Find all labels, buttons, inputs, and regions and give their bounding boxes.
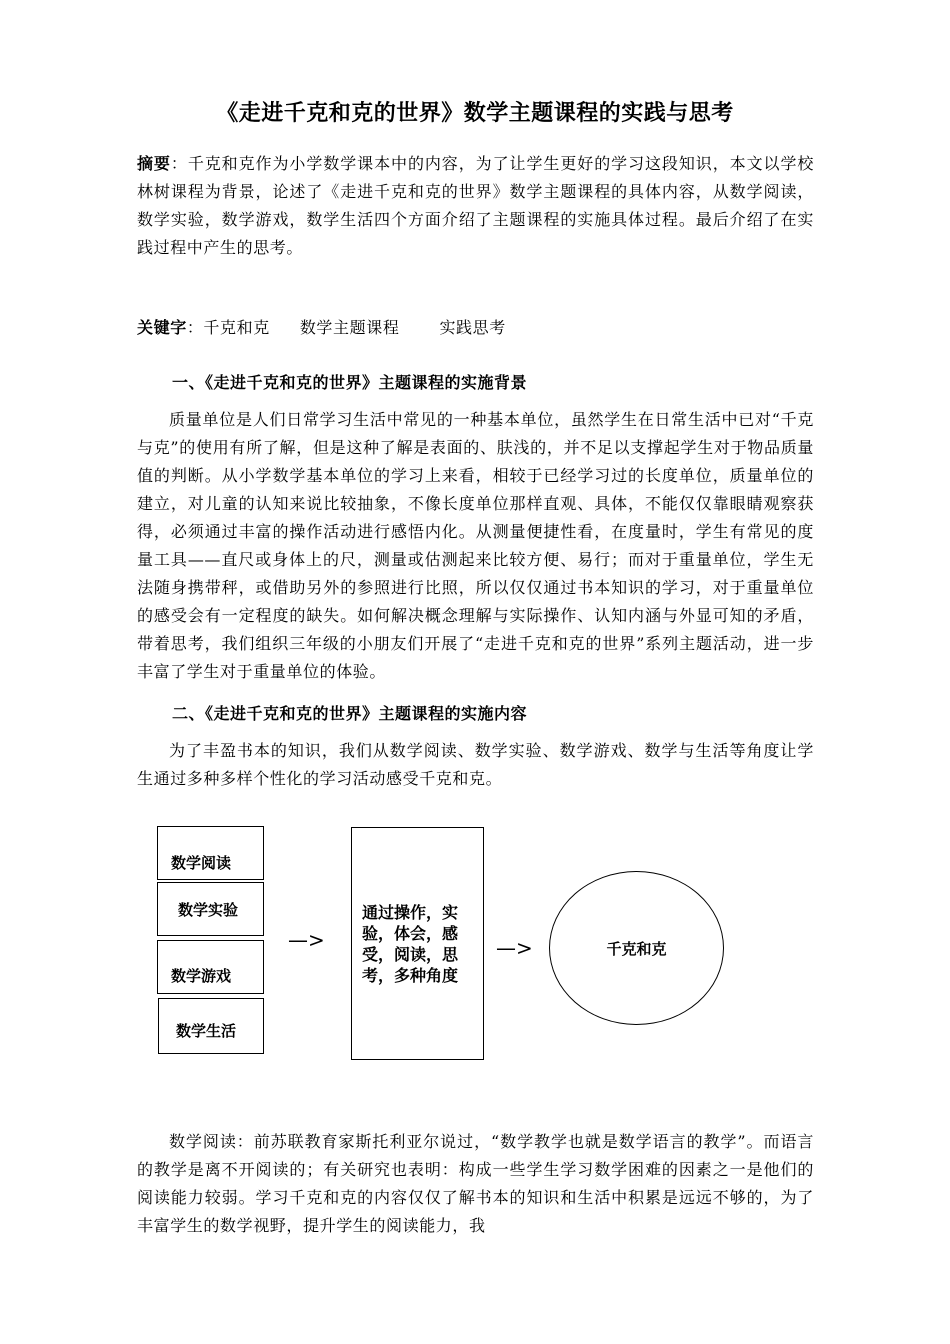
- diagram-box-label: 数学生活: [176, 1021, 237, 1040]
- diagram-box-label: 数学游戏: [171, 966, 232, 985]
- diagram-box-reading: [157, 826, 264, 880]
- keywords-separator: ：: [186, 318, 204, 337]
- diagram-box-experiment: [157, 882, 264, 936]
- diagram-box-label: 数学实验: [178, 900, 239, 919]
- keyword-item: 数学主题课程: [299, 318, 400, 337]
- keyword-item: 实践思考: [439, 318, 506, 337]
- section-heading-1: 一、《走进千克和克的世界》主题课程的实施背景: [172, 373, 528, 392]
- abstract-separator: ：: [170, 154, 188, 173]
- section-3-paragraph: 数学阅读：前苏联教育家斯托利亚尔说过，“数学教学也就是数学语言的教学”。而语言的教学是离不开阅读的；有关研究也表明：构成一些学生学习数学困难的因素之一是他们的阅读能力较弱。学习千克和克的内容仅仅了解书本的知识和生活中积累是远远不够的，为了丰富学生的数学视野，提升学生的阅读能力，我: [137, 1132, 814, 1235]
- keyword-item: 千克和克: [203, 318, 270, 337]
- diagram-box-label: 数学阅读: [171, 853, 232, 872]
- diagram-arrow-2: —>: [496, 936, 533, 960]
- diagram-arrow-1: —>: [288, 928, 325, 952]
- abstract-text: 千克和克作为小学数学课本中的内容，为了让学生更好的学习这段知识，本文以学校林树课程为背景，论述了《走进千克和克的世界》数学主题课程的具体内容，从数学阅读，数学实验，数学游戏，数学生活四个方面介绍了主题课程的实施具体过程。最后介绍了在实践过程中产生的思考。: [137, 154, 814, 257]
- keywords-label: 关键字: [137, 318, 187, 337]
- diagram-middle-text: 通过操作，实验，体会，感受，阅读，思考，多种角度: [362, 902, 459, 985]
- document-title: 《走进千克和克的世界》数学主题课程的实践与思考: [216, 101, 734, 126]
- keywords-line: [137, 314, 814, 342]
- diagram-middle-box: [351, 827, 484, 1060]
- diagram-box-game: [157, 940, 264, 994]
- section-heading-2: 二、《走进千克和克的世界》主题课程的实施内容: [172, 704, 528, 723]
- section-2-paragraph: 为了丰盈书本的知识，我们从数学阅读、数学实验、数学游戏、数学与生活等角度让学生通过多种多样个性化的学习活动感受千克和克。: [137, 741, 814, 788]
- abstract-label: 摘要: [137, 154, 171, 173]
- diagram-box-life: [158, 998, 264, 1054]
- diagram-result-ellipse: [549, 871, 724, 1025]
- section-1-paragraph: 质量单位是人们日常学习生活中常见的一种基本单位，虽然学生在日常生活中已对“千克与克”的使用有所了解，但是这种了解是表面的、肤浅的，并不足以支撑起学生对于物品质量值的判断。从小学数学基本单位的学习上来看，相较于已经学习过的长度单位，质量单位的建立，对儿童的认知来说比较抽象，不像长度单位那样直观、具体，不能仅仅靠眼睛观察获得，必须通过丰富的操作活动进行感悟内化。从测量便捷性看，在度量时，学生有常见的度量工具——直尺或身体上的尺，测量或估测起来比较方便、易行；而对于重量单位，学生无法随身携带秤，或借助另外的参照进行比照，所以仅仅通过书本知识的学习，对于重量单位的感受会有一定程度的缺失。如何解决概念理解与实际操作、认知内涵与外显可知的矛盾，带着思考，我们组织三年级的小朋友们开展了“走进千克和克的世界”系列主题活动，进一步丰富了学生对于重量单位的体验。: [137, 410, 814, 681]
- abstract-paragraph: [137, 150, 814, 262]
- diagram-result-label: 千克和克: [606, 939, 667, 958]
